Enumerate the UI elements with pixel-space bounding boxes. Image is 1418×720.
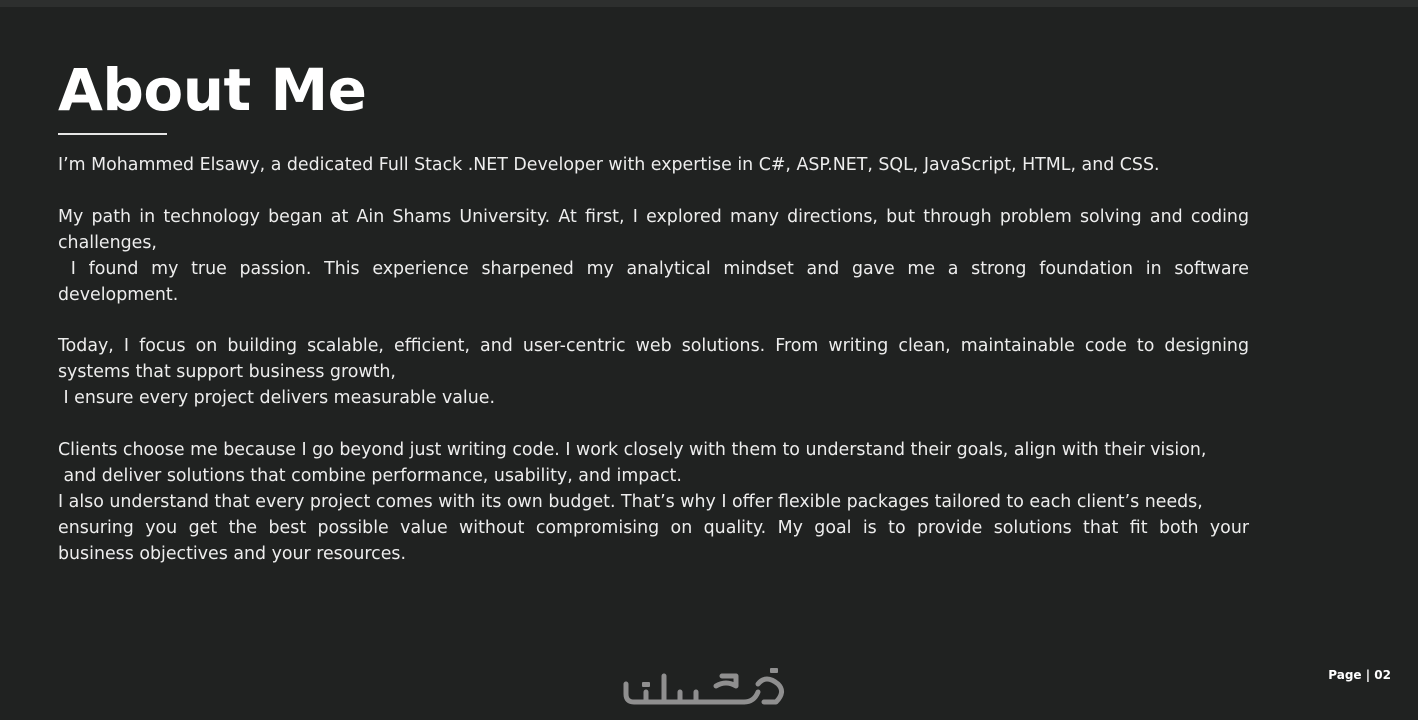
paragraph-line: I’m Mohammed Elsawy, a dedicated Full Stack .NET Developer with expertise in C#, ASP.NET, SQL, JavaScript, HTML, and CSS. bbox=[58, 155, 1160, 175]
paragraph-line: I ensure every project delivers measurable value. bbox=[58, 388, 495, 409]
about-body bbox=[58, 153, 1249, 593]
page-title: About Me bbox=[58, 56, 367, 124]
paragraph-line: development. bbox=[58, 284, 179, 305]
paragraph-line: ensuring you get the best possible value without compromising on quality. My goal is to provide solutions that fit both your bbox=[58, 517, 1249, 538]
khamsat-logo bbox=[620, 662, 798, 710]
paragraph-line: Clients choose me because I go beyond just writing code. I work closely with them to understand their goals, align with their vision, bbox=[58, 439, 1207, 460]
paragraph-line: I found my true passion. This experience sharpened my analytical mindset and gave me a strong foundation in software bbox=[58, 258, 1249, 279]
paragraph-focus bbox=[58, 334, 1249, 412]
paragraph-intro bbox=[58, 153, 1249, 179]
paragraph-line: challenges, bbox=[58, 232, 157, 253]
paragraph-line: systems that support business growth, bbox=[58, 362, 396, 383]
paragraph-line: business objectives and your resources. bbox=[58, 543, 407, 564]
page-number: Page | 02 bbox=[1328, 668, 1391, 682]
paragraph-line: and deliver solutions that combine performance, usability, and impact. bbox=[58, 465, 682, 486]
paragraph-line: Today, I focus on building scalable, efficient, and user-centric web solutions. From writing clean, maintainable code to designing bbox=[58, 336, 1249, 357]
paragraph-clients bbox=[58, 438, 1249, 568]
title-underline bbox=[58, 133, 167, 135]
paragraph-line: My path in technology began at Ain Shams University. At first, I explored many directions, but through problem solving and coding bbox=[58, 206, 1249, 227]
top-strip bbox=[0, 0, 1418, 7]
paragraph-line: I also understand that every project comes with its own budget. That’s why I offer flexible packages tailored to each client’s needs, bbox=[58, 491, 1203, 512]
paragraph-path bbox=[58, 205, 1249, 309]
